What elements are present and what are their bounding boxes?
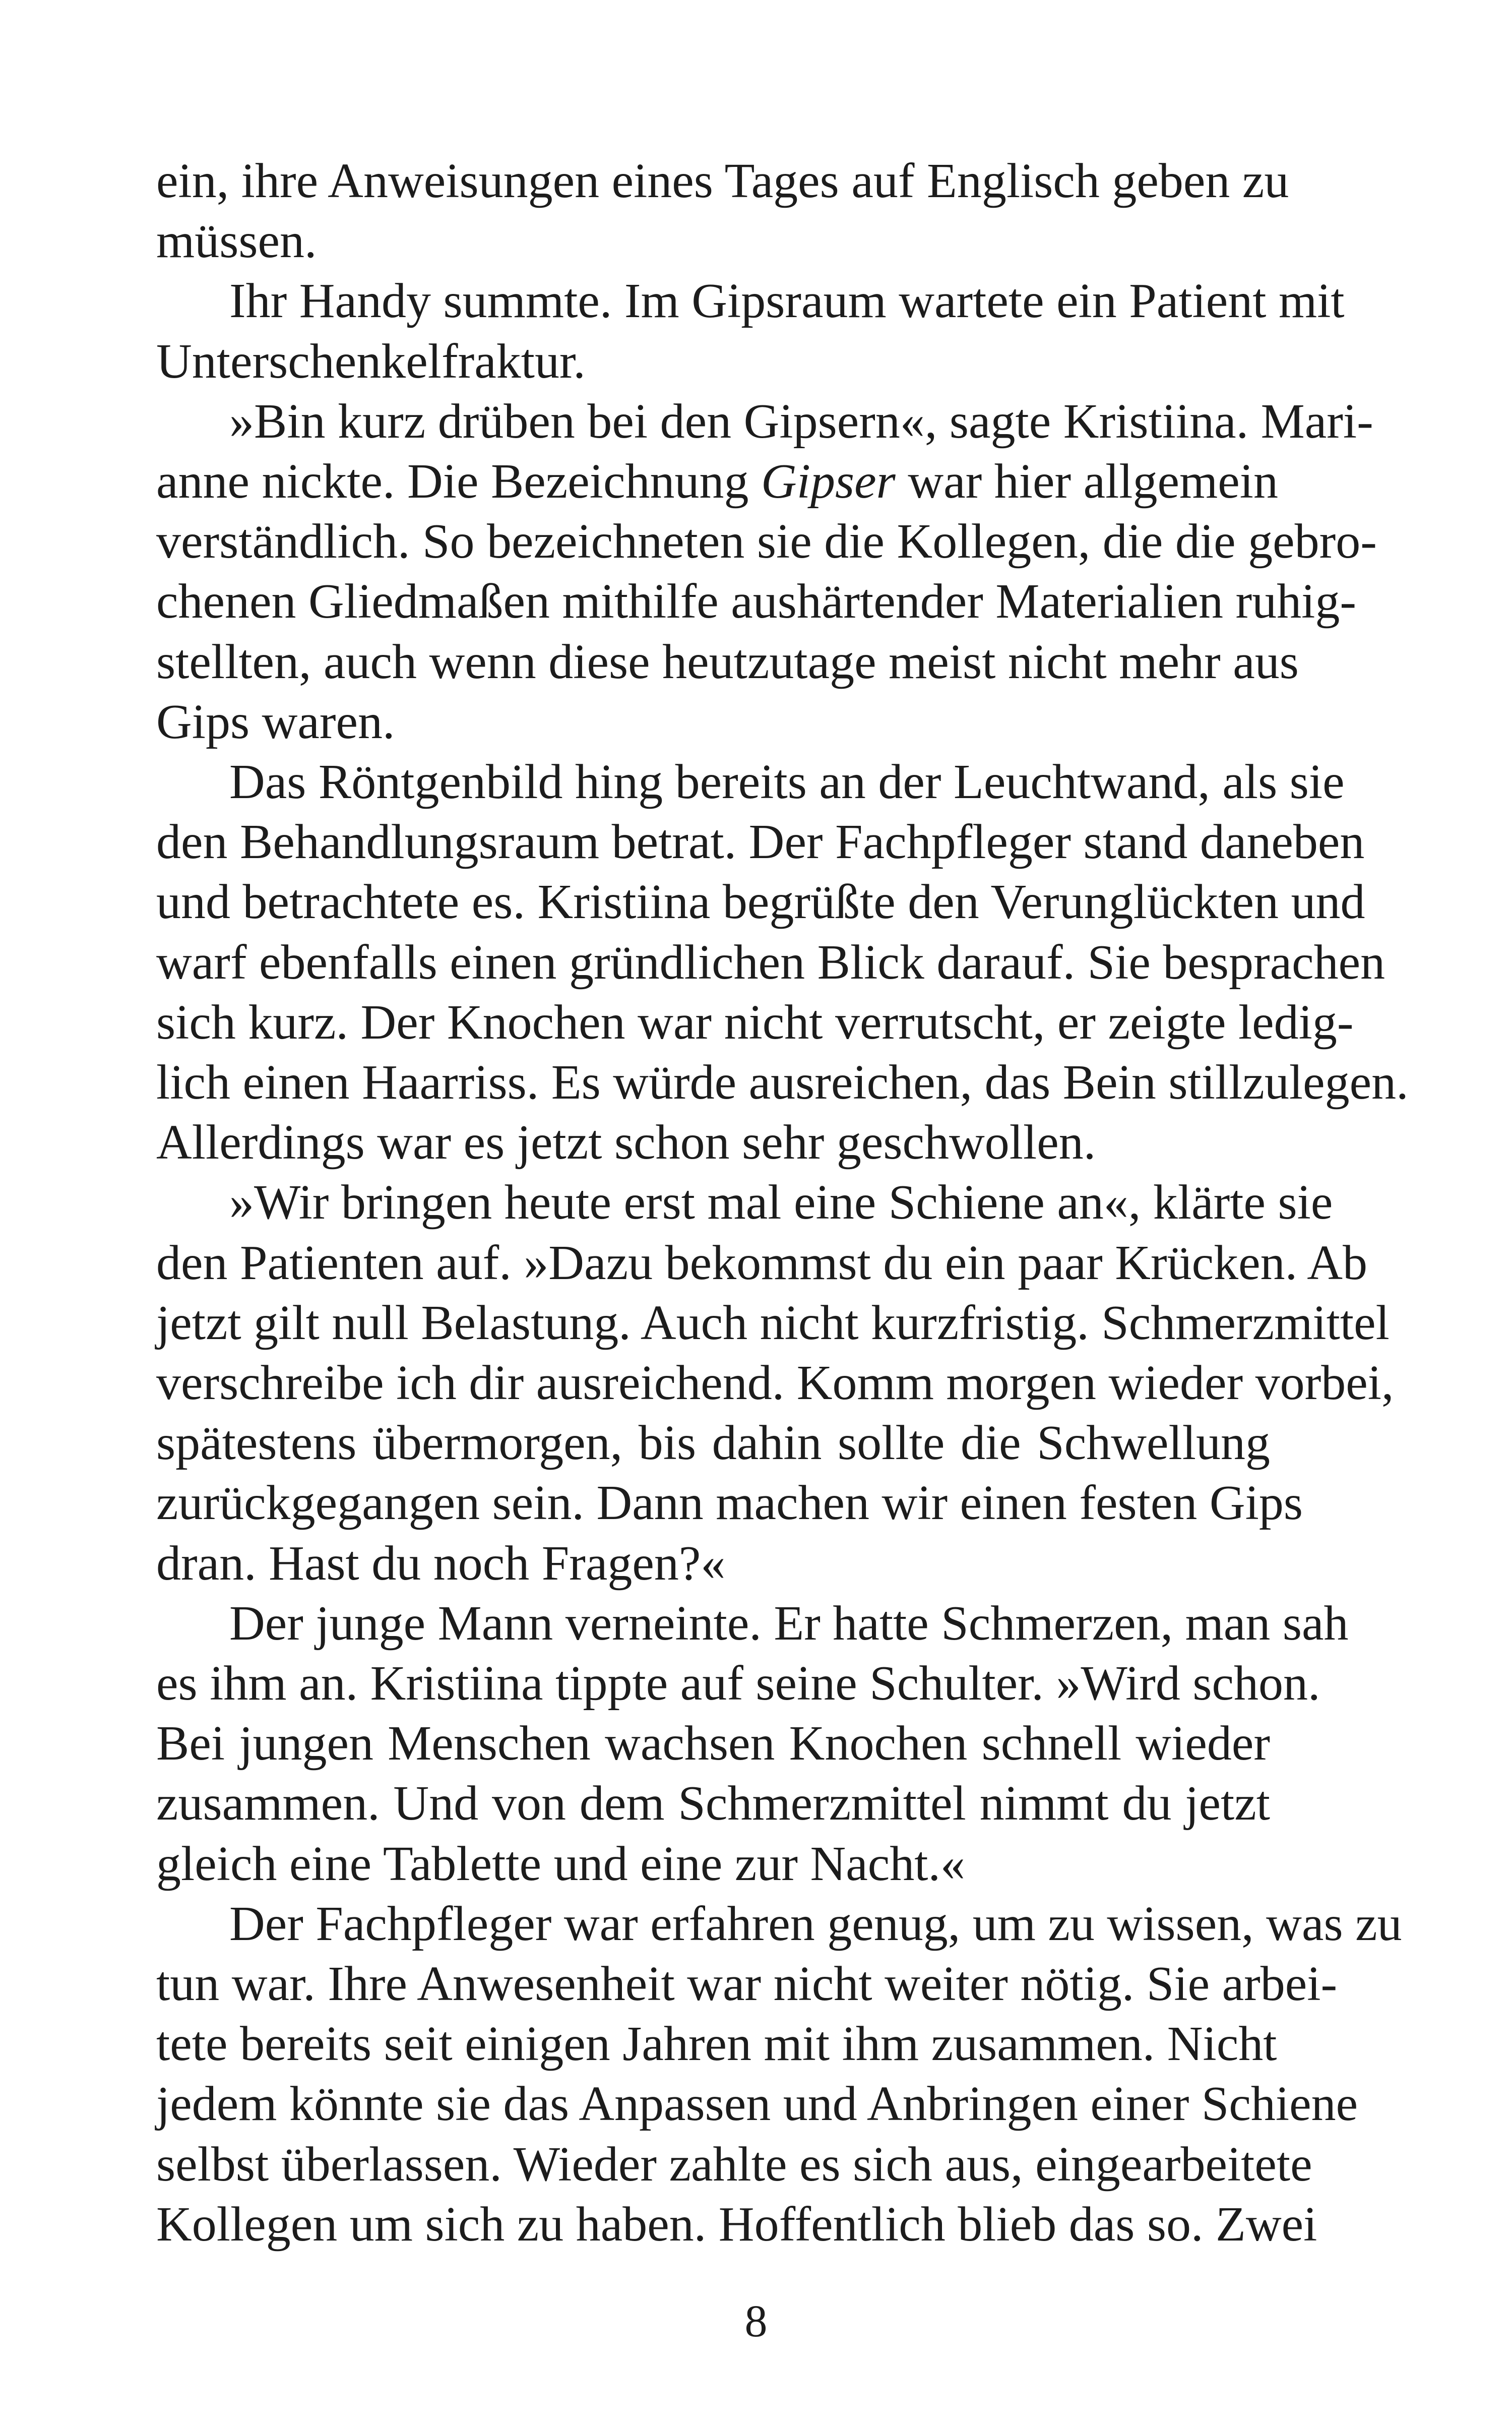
text-line bbox=[156, 211, 1270, 271]
text-line bbox=[156, 572, 1356, 632]
text-line bbox=[156, 151, 1289, 211]
text-line bbox=[156, 1293, 1390, 1353]
text-segment: Bei jungen Menschen wachsen Knochen schnell wieder bbox=[156, 1716, 1270, 1771]
text-segment: sich kurz. Der Knochen war nicht verrutscht, er zeigte ledig- bbox=[156, 995, 1354, 1050]
text-line bbox=[229, 392, 1373, 452]
text-segment: jedem könnte sie das Anpassen und Anbringen einer Schiene bbox=[156, 2077, 1358, 2132]
text-segment: Allerdings war es jetzt schon sehr geschwollen. bbox=[156, 1115, 1096, 1170]
text-line bbox=[229, 271, 1345, 331]
text-segment: zusammen. Und von dem Schmerzmittel nimmt du jetzt bbox=[156, 1776, 1270, 1831]
text-segment: chenen Gliedmaßen mithilfe aushärtender Materialien ruhig- bbox=[156, 574, 1356, 629]
text-segment: »Wir bringen heute erst mal eine Schiene an«, klärte sie bbox=[229, 1175, 1333, 1230]
text-segment: Gips waren. bbox=[156, 694, 395, 749]
text-segment: stellten, auch wenn diese heutzutage meist nicht mehr aus bbox=[156, 634, 1299, 689]
text-segment: tete bereits seit einigen Jahren mit ihm zusammen. Nicht bbox=[156, 2017, 1277, 2072]
text-segment: lich einen Haarriss. Es würde ausreichen, das Bein stillzulegen. bbox=[156, 1055, 1409, 1110]
text-segment: tun war. Ihre Anwesenheit war nicht weiter nötig. Sie arbei- bbox=[156, 1957, 1338, 2011]
text-segment: warf ebenfalls einen gründlichen Blick darauf. Sie besprachen bbox=[156, 935, 1385, 990]
page-number: 8 bbox=[744, 2296, 768, 2346]
text-line bbox=[229, 1594, 1349, 1654]
text-line bbox=[156, 512, 1377, 572]
text-line bbox=[156, 993, 1354, 1053]
text-line bbox=[156, 1473, 1303, 1533]
text-segment: verständlich. So bezeichneten sie die Kollegen, die die gebro- bbox=[156, 514, 1377, 569]
text-line bbox=[156, 1954, 1338, 2014]
text-line bbox=[156, 1834, 1270, 1894]
text-line bbox=[156, 1353, 1394, 1413]
text-line bbox=[156, 933, 1385, 993]
text-segment: gleich eine Tablette und eine zur Nacht.« bbox=[156, 1836, 965, 1891]
text-line bbox=[156, 2074, 1358, 2134]
text-segment: anne nickte. Die Bezeichnung bbox=[156, 454, 762, 509]
text-line bbox=[156, 632, 1299, 692]
text-line bbox=[156, 812, 1365, 872]
text-segment: Kollegen um sich zu haben. Hoffentlich blieb das so. Zwei bbox=[156, 2197, 1317, 2252]
text-segment: und betrachtete es. Kristiina begrüßte den Verunglückten und bbox=[156, 875, 1365, 930]
text-line bbox=[156, 452, 1278, 512]
text-segment: ein, ihre Anweisungen eines Tages auf Englisch geben zu bbox=[156, 154, 1289, 208]
text-line bbox=[156, 1534, 1270, 1594]
text-line bbox=[229, 752, 1345, 812]
text-line bbox=[156, 2195, 1317, 2255]
text-segment: selbst überlassen. Wieder zahlte es sich aus, eingearbeitete bbox=[156, 2137, 1312, 2192]
text-segment: Das Röntgenbild hing bereits an der Leuchtwand, als sie bbox=[229, 755, 1345, 809]
text-line bbox=[156, 1233, 1368, 1293]
text-line bbox=[229, 1894, 1402, 1954]
text-segment: verschreibe ich dir ausreichend. Komm morgen wieder vorbei, bbox=[156, 1356, 1394, 1410]
text-line bbox=[156, 872, 1365, 932]
text-segment: spätestens übermorgen, bis dahin sollte die Schwellung bbox=[156, 1416, 1270, 1471]
text-segment: müssen. bbox=[156, 214, 317, 269]
text-line bbox=[156, 332, 1270, 392]
text-segment: Unterschenkelfraktur. bbox=[156, 334, 586, 389]
text-segment: zurückgegangen sein. Dann machen wir einen festen Gips bbox=[156, 1476, 1303, 1531]
text-segment: den Patienten auf. »Dazu bekommst du ein paar Krücken. Ab bbox=[156, 1235, 1368, 1290]
text-segment: Ihr Handy summte. Im Gipsraum wartete ein Patient mit bbox=[229, 274, 1345, 329]
text-line bbox=[156, 1413, 1270, 1473]
text-line bbox=[156, 1774, 1270, 1834]
text-line bbox=[156, 1654, 1320, 1714]
text-segment: »Bin kurz drüben bei den Gipsern«, sagte Kristiina. Mari- bbox=[229, 394, 1373, 449]
text-line bbox=[156, 2014, 1277, 2074]
text-segment: Der Fachpfleger war erfahren genug, um zu wissen, was zu bbox=[229, 1896, 1402, 1951]
text-segment: es ihm an. Kristiina tippte auf seine Schulter. »Wird schon. bbox=[156, 1656, 1320, 1711]
text-line bbox=[156, 692, 1270, 752]
italic-term: Gipser bbox=[761, 454, 896, 509]
text-line bbox=[156, 1053, 1409, 1113]
text-line bbox=[156, 1714, 1270, 1774]
text-segment: jetzt gilt null Belastung. Auch nicht kurzfristig. Schmerzmittel bbox=[156, 1295, 1390, 1350]
text-line bbox=[229, 1173, 1333, 1233]
text-segment: den Behandlungsraum betrat. Der Fachpfleger stand daneben bbox=[156, 815, 1365, 870]
text-segment: dran. Hast du noch Fragen?« bbox=[156, 1536, 726, 1591]
text-line bbox=[156, 1113, 1270, 1173]
text-segment: war hier allgemein bbox=[895, 454, 1278, 509]
text-line bbox=[156, 2135, 1312, 2195]
text-segment: Der junge Mann verneinte. Er hatte Schmerzen, man sah bbox=[229, 1596, 1349, 1651]
